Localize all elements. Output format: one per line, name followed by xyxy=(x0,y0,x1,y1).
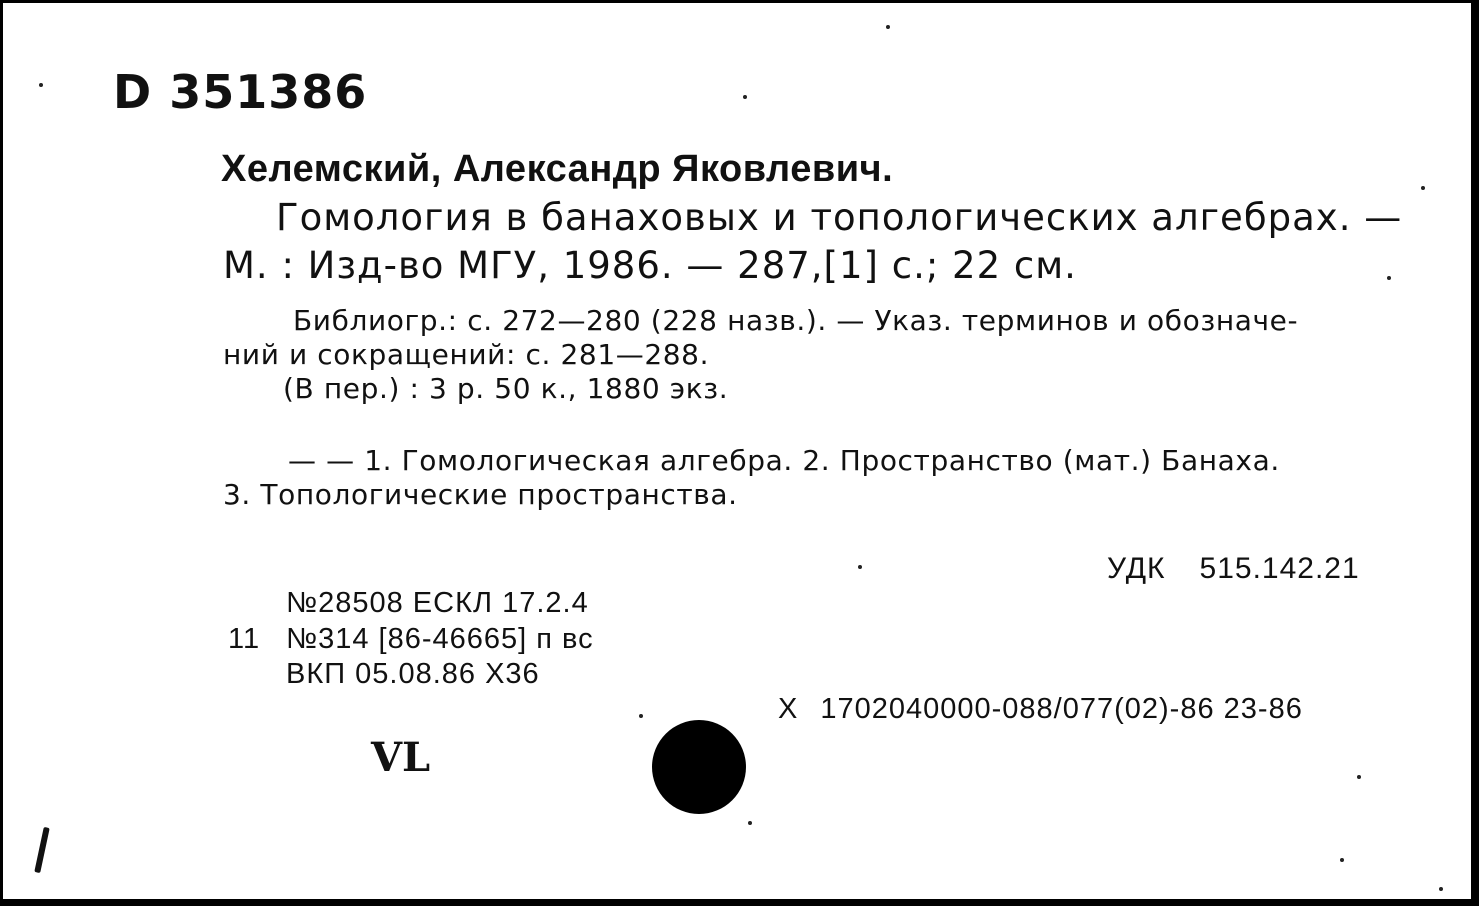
bibliography-note-line-2: ний и сокращений: с. 281—288. xyxy=(223,338,710,371)
speck xyxy=(1387,276,1391,280)
speck xyxy=(1340,858,1344,862)
udc-label: УДК xyxy=(1107,552,1166,585)
speck xyxy=(1357,775,1361,779)
speck xyxy=(743,95,747,99)
title-line-1: Гомология в банаховых и топологических алгебрах. — xyxy=(276,196,1403,239)
bibliography-note-line-1: Библиогр.: с. 272—280 (228 назв.). — Указ. терминов и обозначе- xyxy=(293,304,1299,337)
tech-line-2-text: №314 [86-46665] п вс xyxy=(286,623,594,655)
speck xyxy=(639,714,643,718)
punch-hole xyxy=(652,720,746,814)
tech-line-3: ВКП 05.08.86 Х36 xyxy=(286,658,540,690)
speck xyxy=(858,565,862,569)
udc-value: 515.142.21 xyxy=(1199,552,1360,585)
catalog-card xyxy=(3,3,1471,899)
subject-headings-line-2: 3. Топологические пространства. xyxy=(223,478,738,511)
publisher-index xyxy=(778,693,1303,726)
index-value: 1702040000-088/077(02)-86 23-86 xyxy=(820,693,1303,725)
pencil-mark xyxy=(34,827,49,873)
imprint-line: М. : Изд-во МГУ, 1986. — 287,[1] с.; 22 см. xyxy=(223,244,1077,287)
speck xyxy=(886,25,890,29)
call-number: D 351386 xyxy=(113,65,368,119)
tech-line-2 xyxy=(228,623,594,656)
speck xyxy=(1439,887,1443,891)
subject-headings-line-1: — — 1. Гомологическая алгебра. 2. Пространство (мат.) Банаха. xyxy=(288,444,1280,477)
index-letter: Х xyxy=(778,693,799,725)
vl-stamp: VL xyxy=(371,734,431,781)
speck xyxy=(39,83,43,87)
author-heading: Хелемский, Александр Яковлевич. xyxy=(221,148,894,190)
speck xyxy=(748,821,752,825)
udc-classification xyxy=(1107,552,1360,586)
price-note: (В пер.) : 3 р. 50 к., 1880 экз. xyxy=(283,372,729,405)
tech-prefix: 11 xyxy=(228,623,261,655)
speck xyxy=(1421,186,1425,190)
tech-line-1: №28508 ЕСКЛ 17.2.4 xyxy=(286,587,589,619)
